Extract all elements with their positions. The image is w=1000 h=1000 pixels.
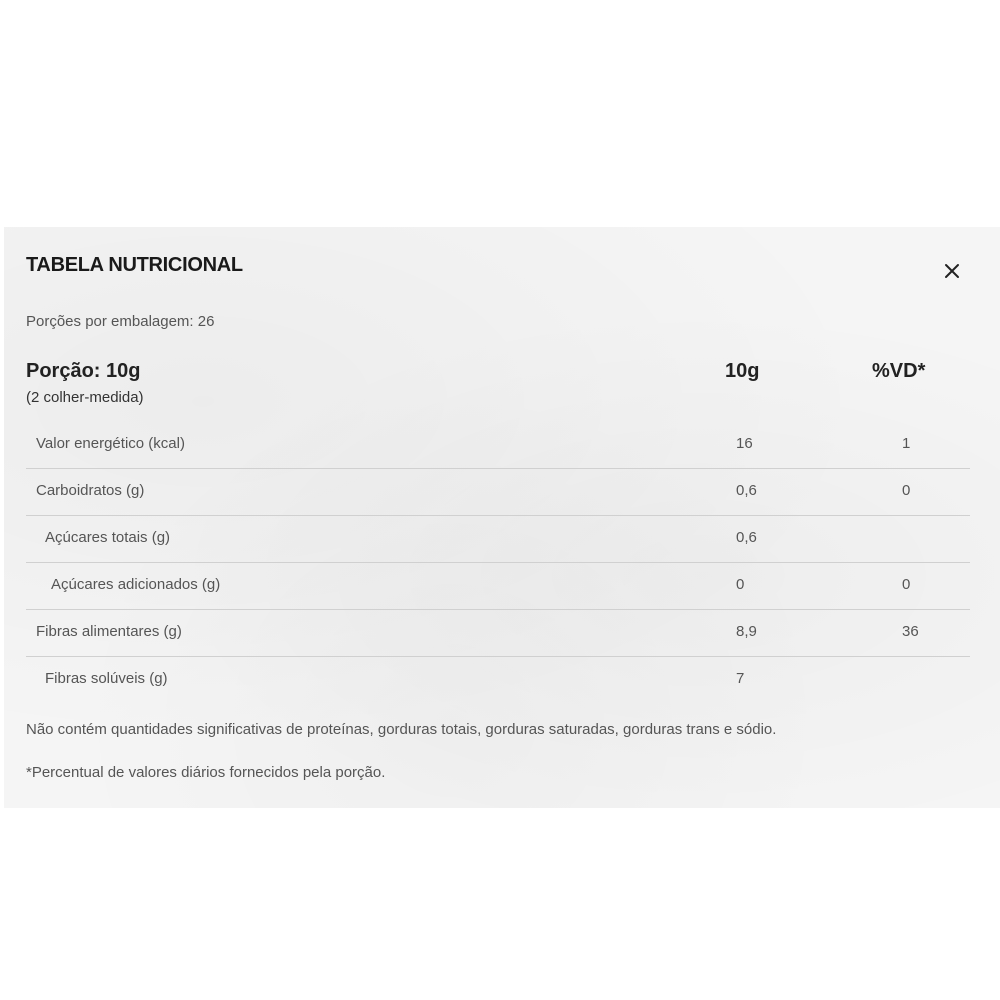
note-not-significant: Não contém quantidades significativas de proteínas, gorduras totais, gorduras saturadas, gorduras trans e sódio. (26, 721, 777, 738)
table-row (26, 516, 970, 563)
row-label: Valor energético (kcal) (36, 435, 185, 452)
row-label: Fibras solúveis (g) (45, 670, 168, 687)
row-amount: 8,9 (736, 623, 757, 640)
row-amount: 0 (736, 576, 745, 593)
table-row (26, 563, 970, 610)
table-row (26, 657, 970, 703)
row-amount: 0,6 (736, 482, 757, 499)
table-row (26, 469, 970, 516)
portion-subtitle: (2 colher-medida) (26, 389, 144, 406)
row-label: Açúcares adicionados (g) (51, 576, 221, 593)
column-header-vd: %VD* (872, 360, 926, 382)
modal-title: TABELA NUTRICIONAL (26, 254, 243, 276)
row-amount: 0,6 (736, 529, 757, 546)
nutrition-rows (26, 422, 970, 703)
servings-per-package: Porções por embalagem: 26 (26, 313, 215, 330)
note-percent-daily-values: *Percentual de valores diários fornecidos pela porção. (26, 764, 386, 781)
close-icon[interactable] (938, 257, 966, 285)
row-label: Fibras alimentares (g) (36, 623, 182, 640)
row-amount: 7 (736, 670, 745, 687)
row-vd: 36 (902, 623, 919, 640)
table-row (26, 610, 970, 657)
row-vd: 1 (902, 435, 911, 452)
row-vd: 0 (902, 482, 911, 499)
row-vd: 0 (902, 576, 911, 593)
portion-label: Porção: 10g (26, 360, 141, 382)
row-label: Carboidratos (g) (36, 482, 145, 499)
nutrition-table-modal (4, 227, 1000, 808)
row-amount: 16 (736, 435, 753, 452)
column-header-amount: 10g (725, 360, 760, 382)
table-row (26, 422, 970, 469)
row-label: Açúcares totais (g) (45, 529, 171, 546)
